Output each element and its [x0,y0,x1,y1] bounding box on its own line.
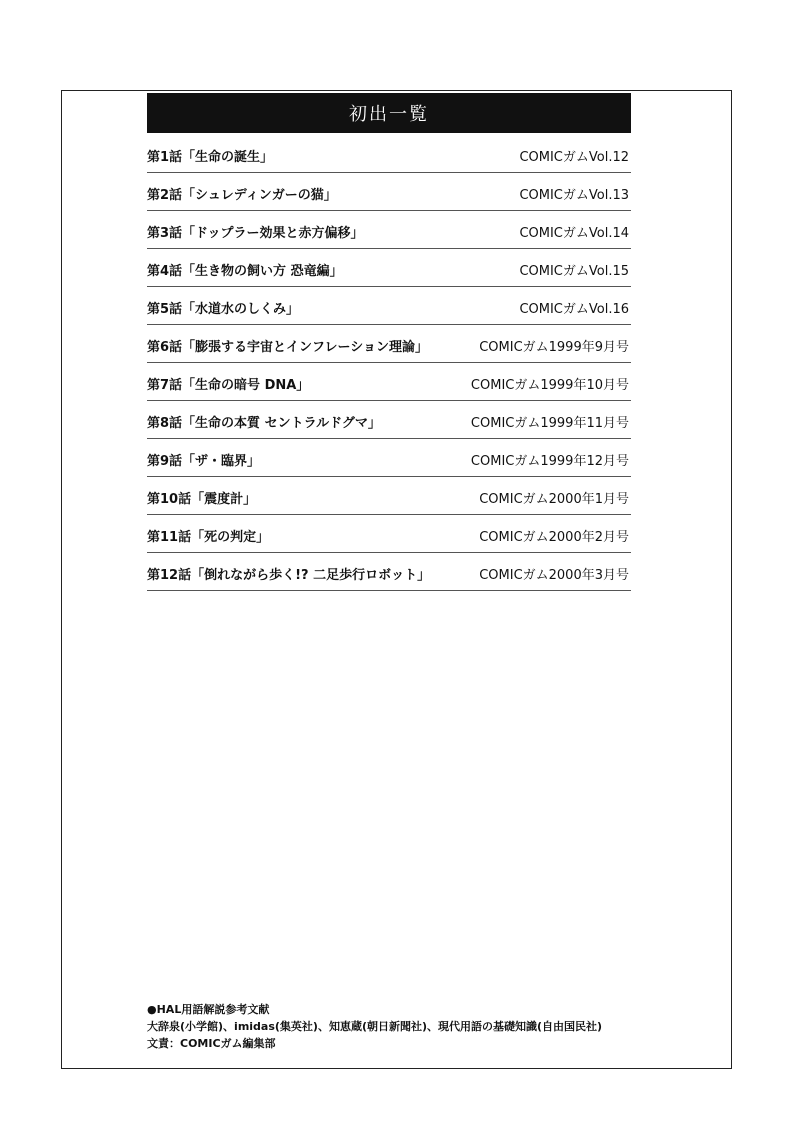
list-item [147,325,631,363]
episode-source: COMICガム2000年1月号 [479,491,629,507]
page-title: 初出一覧 [147,93,631,133]
list-item [147,515,631,553]
episode-source: COMICガムVol.16 [519,301,629,317]
episode-label: 第6話「膨張する宇宙とインフレーション理論」 [147,339,429,355]
episode-source: COMICガム1999年9月号 [479,339,629,355]
episode-list [147,135,631,591]
episode-label: 第9話「ザ・臨界」 [147,453,261,469]
list-item [147,211,631,249]
episode-source: COMICガムVol.14 [519,225,629,241]
list-item [147,249,631,287]
list-item [147,553,631,591]
references-block [147,1001,647,1052]
list-item [147,401,631,439]
episode-label: 第10話「震度計」 [147,491,257,507]
episode-source: COMICガムVol.15 [519,263,629,279]
episode-label: 第3話「ドップラー効果と赤方偏移」 [147,225,364,241]
episode-label: 第11話「死の判定」 [147,529,270,545]
references-credit: 文責：COMICガム編集部 [147,1037,276,1050]
episode-label: 第5話「水道水のしくみ」 [147,301,300,317]
episode-label: 第12話「倒れながら歩く!? 二足歩行ロボット」 [147,567,431,583]
episode-source: COMICガム1999年11月号 [470,415,629,431]
list-item [147,173,631,211]
list-item [147,287,631,325]
episode-label: 第2話「シュレディンガーの猫」 [147,187,337,203]
episode-source: COMICガムVol.12 [519,149,629,165]
list-item [147,135,631,173]
episode-source: COMICガム2000年3月号 [479,567,629,583]
episode-label: 第7話「生命の暗号 DNA」 [147,377,310,393]
episode-source: COMICガム2000年2月号 [479,529,629,545]
list-item [147,439,631,477]
episode-source: COMICガム1999年12月号 [470,453,629,469]
list-item [147,363,631,401]
list-item [147,477,631,515]
episode-source: COMICガム1999年10月号 [470,377,629,393]
episode-label: 第8話「生命の本質 セントラルドグマ」 [147,415,381,431]
episode-source: COMICガムVol.13 [519,187,629,203]
episode-label: 第1話「生命の誕生」 [147,149,274,165]
references-list: 大辞泉(小学館)、imidas(集英社)、知恵蔵(朝日新聞社)、現代用語の基礎知識(自由国民社) [147,1020,603,1033]
episode-label: 第4話「生き物の飼い方 恐竜編」 [147,263,343,279]
references-heading: ●HAL用語解説参考文献 [147,1003,270,1016]
